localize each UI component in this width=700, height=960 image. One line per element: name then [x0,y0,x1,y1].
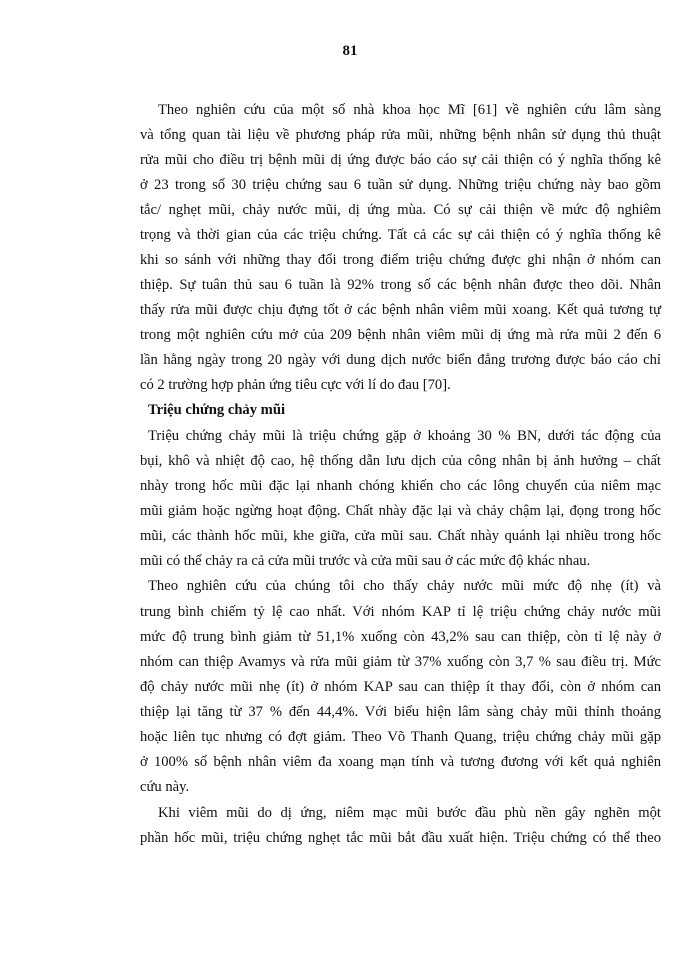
text-line: ở 100% số bệnh nhân viêm đa xoang mạn tính và tương đương với kết quả nghiên [140,754,661,770]
text-line: Theo nghiên cứu của một số nhà khoa học Mĩ [61] về nghiên cứu lâm sàng [158,102,661,118]
text-line: có 2 trường hợp phản ứng tiêu cực với lí do đau [70]. [140,377,451,393]
text-line: ở 23 trong số 30 triệu chứng sau 6 tuần sử dụng. Những triệu chứng này bao gồm [140,177,661,193]
text-line: cứu này. [140,779,190,795]
section-heading: Triệu chứng chảy mũi [148,402,286,418]
text-line: bụi, khô và nhiệt độ cao, hệ thống dẫn lưu dịch của công nhân bị ảnh hưởng – chất [140,453,661,469]
text-line: nhóm can thiệp Avamys và rửa mũi giảm từ 37% xuống còn 3,7 % sau điều trị. Mức [140,654,661,670]
text-line: mũi có thể chảy ra cả cửa mũi trước và cửa mũi sau ở các mức độ khác nhau. [140,553,591,569]
text-line: thiệp. Sự tuân thủ sau 6 tuần là 92% trong số các bệnh nhân được theo dõi. Nhân [140,277,661,293]
text-line: Triệu chứng chảy mũi là triệu chứng gặp ở khoảng 30 % BN, dưới tác động của [148,428,661,444]
text-line: rửa mũi cho điều trị bệnh mũi dị ứng được báo cáo sự cải thiện có ý nghĩa thống kê [140,152,661,168]
text-line: mũi, các thành hốc mũi, khe giữa, cửa mũi sau. Chất nhày quánh lại nhiều trong hốc [140,528,661,544]
text-line: và tổng quan tài liệu về phương pháp rửa mũi, những bệnh nhân sử dụng thủ thuật [140,127,661,143]
text-line: phần hốc mũi, triệu chứng nghẹt tắc mũi bắt đầu xuất hiện. Triệu chứng có thể theo [140,830,661,846]
text-line: Theo nghiên cứu của chúng tôi cho thấy chảy nước mũi mức độ nhẹ (ít) và [148,578,661,594]
text-line: thấy rửa mũi được chịu đựng tốt ở các bệnh nhân viêm mũi xoang. Kết quả tương tự [140,302,661,318]
text-line: thiệp lại tăng từ 37 % đến 44,4%. Với biểu hiện lâm sàng chảy mũi thỉnh thoảng [140,704,661,720]
text-line: tắc/ nghẹt mũi, chảy nước mũi, dị ứng mùa. Có sự cải thiện về mức độ nghiêm [140,202,661,218]
text-line: hoặc liên tục nhưng có đợt giảm. Theo Võ Thanh Quang, triệu chứng chảy mũi gặp [140,729,661,745]
text-line: trọng và thời gian của các triệu chứng. Tất cả các sự cải thiện có ý nghĩa thống kê [140,227,661,243]
text-line: khi so sánh với những thay đổi trong điểm triệu chứng được ghi nhận ở nhóm can [140,252,661,268]
text-line: nhày trong hốc mũi đặc lại nhanh chóng khiến cho các lông chuyển của niêm mạc [140,478,661,494]
page-number: 81 [342,43,358,59]
text-line: Khi viêm mũi do dị ứng, niêm mạc mũi bước đầu phù nền gây nghẽn một [158,805,661,821]
text-line: lần hằng ngày trong 20 ngày với dung dịch nước biển đẳng trương được báo cáo chỉ [140,352,661,368]
text-line: trung bình chiếm tỷ lệ cao nhất. Với nhóm KAP tỉ lệ triệu chứng chảy nước mũi [140,604,661,620]
text-line: mũi giảm hoặc ngừng hoạt động. Chất nhày đặc lại và chảy chậm lại, đọng trong hốc [140,503,661,519]
text-line: trong một nghiên cứu mở của 209 bệnh nhân viêm mũi dị ứng mà rửa mũi 2 đến 6 [140,327,661,343]
text-line: độ chảy nước mũi nhẹ (ít) ở nhóm KAP sau can thiệp ít thay đổi, còn ở nhóm can [140,679,661,695]
text-line: mức độ trung bình giảm từ 51,1% xuống còn 43,2% sau can thiệp, còn tỉ lệ này ở [140,629,661,645]
